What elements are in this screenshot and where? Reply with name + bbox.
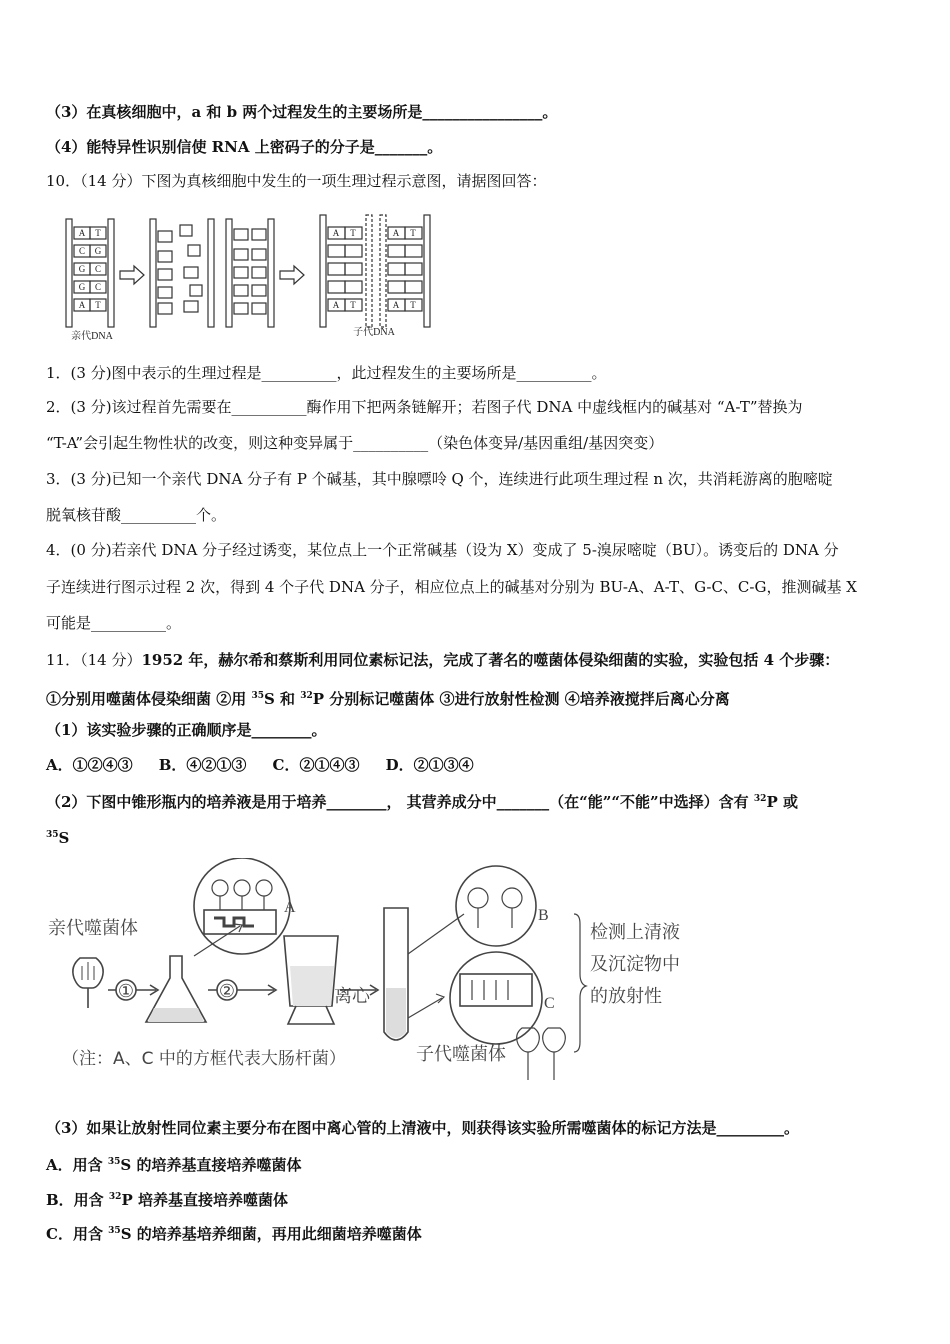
question-11-2 [46, 789, 798, 812]
base-label: C [78, 246, 86, 256]
option-c [46, 1221, 422, 1244]
base-label: A [332, 300, 340, 310]
label-a: A [284, 899, 296, 916]
steps-text: ①分别用噬菌体侵染细菌 ②用 [46, 690, 252, 708]
base-label: G [78, 264, 86, 274]
parent-strand-right [108, 219, 114, 327]
question-10-4-cont: 子连续进行图示过程 2 次，得到 4 个子代 DNA 分子，相应位点上的碱基对分别为 BU-A、A-T、G-C、C-G，推测碱基 X [46, 578, 857, 596]
base-label: T [95, 300, 101, 310]
question-11-1: （1）该实验步骤的正确顺序是________。 [46, 721, 327, 739]
base-label: C [94, 282, 102, 292]
brace-icon [574, 914, 586, 1052]
base-label: T [410, 300, 416, 310]
label-c: C [544, 995, 555, 1012]
steps-text: S 和 [263, 690, 301, 708]
step-1-label: ① [117, 981, 135, 1002]
question-9-4: （4）能特异性识别信使 RNA 上密码子的分子是_______。 [46, 138, 443, 156]
base-label: T [410, 228, 416, 238]
option-b [46, 1187, 288, 1210]
base-label: G [78, 282, 86, 292]
option-a [46, 1152, 301, 1175]
detect-label-1: 检测上清液 [590, 922, 680, 943]
superscript: 35 [251, 691, 264, 701]
q2-text: （2）下图中锥形瓶内的培养液是用于培养________， 其营养成分中_______（在“能”“不能”中选择）含有 [46, 793, 754, 811]
option-text: A．用含 [46, 1156, 108, 1174]
question-10-3-cont: 脱氧核苷酸__________个。 [46, 506, 227, 524]
question-10-2-cont: “T-A”会引起生物性状的改变，则这种变异属于__________（染色体变异/基因重组/基因突变） [46, 434, 664, 452]
question-11-header [46, 650, 839, 670]
base-label: T [350, 300, 356, 310]
base-label: T [95, 228, 101, 238]
label-b: B [538, 907, 549, 924]
dna-replication-figure [58, 205, 438, 343]
question-10-2: 2．(3 分)该过程首先需要在__________酶作用下把两条链解开；若图子代 DNA 中虚线框内的碱基对 “A-T”替换为 [46, 398, 803, 416]
question-10-4: 4．(0 分)若亲代 DNA 分子经过诱变，某位点上一个正常碱基（设为 X）变成了 5-溴尿嘧啶（BU）。诱变后的 DNA 分 [46, 541, 839, 559]
q2-text: P 或 [766, 793, 798, 811]
parent-phage-icon [73, 958, 103, 1008]
question-11-1-options: A．①②④③ B．④②①③ C．②①④③ D．②①③④ [46, 756, 474, 774]
question-11-2-cont [46, 825, 69, 848]
offspring-phage-label: 子代噬菌体 [416, 1044, 506, 1065]
base-label: C [94, 264, 102, 274]
superscript: 35 [108, 1226, 121, 1236]
option-text: S 的培养基培养细菌，再用此细菌培养噬菌体 [120, 1225, 422, 1243]
question-11-number: 11．（14 分） [46, 651, 142, 669]
superscript: 32 [108, 1192, 122, 1202]
option-text: B．用含 [46, 1191, 109, 1209]
phage-experiment-figure [44, 858, 724, 1086]
superscript: 35 [46, 830, 59, 840]
question-10-1: 1．(3 分)图中表示的生理过程是__________，此过程发生的主要场所是__________。 [46, 364, 607, 382]
base-label: T [350, 228, 356, 238]
parent-dna-label: 亲代DNA [71, 331, 113, 342]
detect-label-3: 的放射性 [590, 986, 662, 1007]
question-11-intro: 1952 年，赫尔希和蔡斯利用同位素标记法，完成了著名的噬菌体侵染细菌的实验，实验包括 4 个步骤： [141, 651, 840, 669]
offspring-phage-icon [517, 1028, 566, 1080]
steps-text: P 分别标记噬菌体 ③进行放射性检测 ④培养液搅拌后离心分离 [312, 690, 730, 708]
centrifuge-label: 离心 [334, 986, 370, 1007]
detect-label-2: 及沉淀物中 [590, 954, 680, 975]
option-text: P 培养基直接培养噬菌体 [121, 1191, 288, 1209]
circle-b [456, 866, 536, 946]
option-text: S 的培养基直接培养噬菌体 [120, 1156, 302, 1174]
base-label: A [392, 228, 400, 238]
q2-text: S [58, 829, 70, 847]
superscript: 32 [753, 794, 767, 804]
parent-phage-label: 亲代噬菌体 [48, 918, 138, 939]
superscript: 35 [107, 1157, 121, 1167]
figure-note: （注：A、C 中的方框代表大肠杆菌） [62, 1049, 346, 1069]
question-10-3: 3．(3 分)已知一个亲代 DNA 分子有 P 个碱基，其中腺嘌呤 Q 个，连续进行此项生理过程 n 次，共消耗游离的胞嘧啶 [46, 470, 833, 488]
superscript: 32 [300, 691, 313, 701]
base-label: A [392, 300, 400, 310]
parent-strand-left [66, 219, 72, 327]
question-11-3: （3）如果让放射性同位素主要分布在图中离心管的上清液中，则获得该实验所需噬菌体的标记方法是_________。 [46, 1119, 799, 1137]
base-label: A [78, 300, 86, 310]
step-2-label: ② [218, 981, 236, 1002]
base-label: A [332, 228, 340, 238]
question-10-header: 10．（14 分）下图为真核细胞中发生的一项生理过程示意图，请据图回答： [46, 172, 547, 190]
arrow-icon [120, 266, 144, 284]
base-label: A [78, 228, 86, 238]
question-11-steps [46, 686, 730, 709]
question-10-4-cont2: 可能是__________。 [46, 614, 182, 632]
arrow-icon [280, 266, 304, 284]
base-label: G [94, 246, 102, 256]
child-dna-label: 子代DNA [353, 327, 395, 338]
option-text: C．用含 [46, 1225, 109, 1243]
question-9-3: （3）在真核细胞中，a 和 b 两个过程发生的主要场所是________________。 [46, 103, 558, 121]
